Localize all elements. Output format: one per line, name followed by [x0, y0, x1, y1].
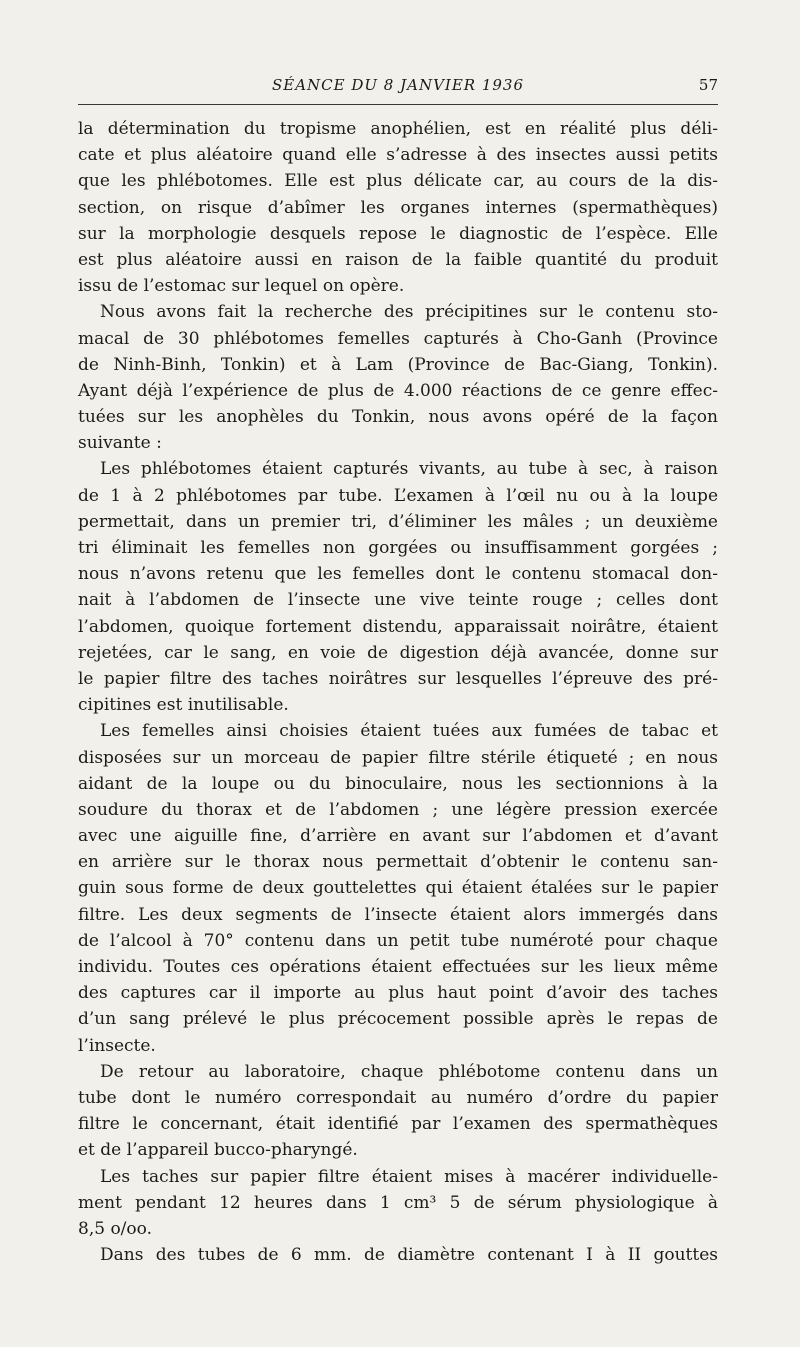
text-line: de 1 à 2 phlébotomes par tube. L’examen à l’œil nu ou à la loupe [78, 485, 718, 506]
text-line: issu de l’estomac sur lequel on opère. [78, 276, 405, 297]
text-line: que les phlébotomes. Elle est plus délicate car, au cours de la dis- [78, 171, 718, 192]
text-line: de l’alcool à 70° contenu dans un petit tube numéroté pour chaque [78, 930, 718, 951]
text-line: disposées sur un morceau de papier filtre stérile étiqueté ; en nous [78, 747, 718, 768]
text-line: de Ninh-Binh, Tonkin) et à Lam (Province de Bac-Giang, Tonkin). [78, 354, 718, 375]
text-line: 8,5 o/oo. [78, 1218, 152, 1239]
text-line: nait à l’abdomen de l’insecte une vive teinte rouge ; celles dont [78, 590, 718, 611]
text-line: soudure du thorax et de l’abdomen ; une légère pression exercée [78, 799, 718, 820]
text-line: des captures car il importe au plus haut point d’avoir des taches [78, 983, 718, 1004]
text-line: tuées sur les anophèles du Tonkin, nous avons opéré de la façon [78, 407, 718, 428]
text-line: et de l’appareil bucco-pharyngé. [78, 1140, 358, 1161]
text-line: en arrière sur le thorax nous permettait d’obtenir le contenu san- [78, 852, 718, 873]
running-head [78, 76, 718, 100]
text-line: macal de 30 phlébotomes femelles capturés à Cho-Ganh (Province [78, 328, 718, 349]
text-line: permettait, dans un premier tri, d’éliminer les mâles ; un deuxième [78, 511, 718, 532]
body-text [78, 116, 718, 1268]
text-line: Les taches sur papier filtre étaient mises à macérer individuelle- [100, 1166, 718, 1187]
text-line: section, on risque d’abîmer les organes internes (spermathèques) [78, 197, 718, 218]
text-line: le papier filtre des taches noirâtres sur lesquelles l’épreuve des pré- [78, 668, 718, 689]
text-line: Les phlébotomes étaient capturés vivants, au tube à sec, à raison [100, 459, 718, 480]
text-line: guin sous forme de deux gouttelettes qui étaient étalées sur le papier [78, 878, 718, 899]
text-line: sur la morphologie desquels repose le diagnostic de l’espèce. Elle [78, 223, 718, 244]
text-line: tri éliminait les femelles non gorgées ou insuffisamment gorgées ; [78, 538, 718, 558]
text-line: la détermination du tropisme anophélien, est en réalité plus déli- [78, 119, 718, 139]
text-line: d’un sang prélevé le plus précocement possible après le repas de [78, 1009, 718, 1030]
text-line: tube dont le numéro correspondait au numéro d’ordre du papier [78, 1087, 718, 1108]
text-line: aidant de la loupe ou du binoculaire, nous les sectionnions à la [78, 773, 718, 794]
text-line: suivante : [78, 433, 162, 454]
text-line: est plus aléatoire aussi en raison de la faible quantité du produit [78, 249, 718, 270]
text-line: Dans des tubes de 6 mm. de diamètre contenant I à II gouttes [100, 1245, 718, 1266]
text-line: rejetées, car le sang, en voie de digestion déjà avancée, donne sur [78, 642, 718, 663]
text-line: Les femelles ainsi choisies étaient tuées aux fumées de tabac et [100, 721, 718, 742]
text-line: l’insecte. [78, 1035, 156, 1056]
text-line: Ayant déjà l’expérience de plus de 4.000 réactions de ce genre effec- [78, 380, 718, 401]
text-line: cate et plus aléatoire quand elle s’adresse à des insectes aussi petits [78, 145, 718, 166]
text-line: individu. Toutes ces opérations étaient effectuées sur les lieux même [78, 957, 718, 977]
text-line: filtre. Les deux segments de l’insecte étaient alors immergés dans [78, 904, 718, 925]
running-title: SÉANCE DU 8 JANVIER 1936 [271, 76, 525, 94]
page-number: 57 [698, 76, 718, 94]
text-line: filtre le concernant, était identifié par l’examen des spermathèques [78, 1114, 718, 1135]
text-line: Nous avons fait la recherche des précipitines sur le contenu sto- [100, 302, 718, 323]
text-line: avec une aiguille fine, d’arrière en avant sur l’abdomen et d’avant [78, 826, 718, 847]
header-rule [78, 104, 718, 105]
text-line: l’abdomen, quoique fortement distendu, apparaissait noirâtre, étaient [78, 616, 718, 637]
text-line: De retour au laboratoire, chaque phlébotome contenu dans un [100, 1061, 718, 1082]
text-line: ment pendant 12 heures dans 1 cm³ 5 de sérum physiologique à [78, 1192, 718, 1213]
text-line: nous n’avons retenu que les femelles dont le contenu stomacal don- [78, 564, 718, 585]
text-line: cipitines est inutilisable. [78, 695, 289, 716]
